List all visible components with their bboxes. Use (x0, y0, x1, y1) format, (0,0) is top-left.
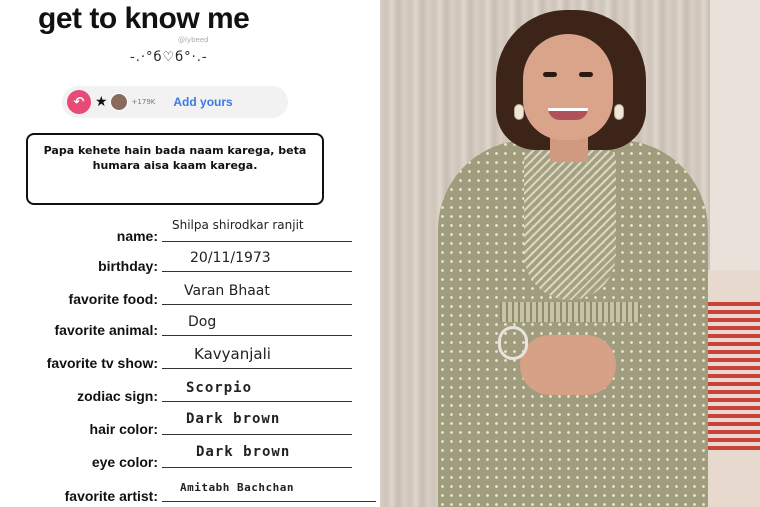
field-underline (162, 271, 352, 272)
field-label: favorite animal: (54, 322, 158, 338)
field-row-favorite-tv-show (0, 341, 380, 371)
earring-left (514, 104, 524, 120)
portrait-photo (380, 0, 760, 507)
quote-text: Papa kehete hain bada naam karega, beta humara aisa kaam karega. (43, 144, 307, 172)
add-yours-sticker[interactable] (62, 86, 288, 118)
field-underline (162, 241, 352, 242)
striped-pillow (702, 300, 760, 450)
field-value: Amitabh Bachchan (180, 481, 294, 494)
field-underline (162, 335, 352, 336)
field-underline (162, 434, 352, 435)
field-row-eye-color (0, 440, 380, 470)
bangles (498, 326, 528, 360)
embroidered-belt (500, 302, 640, 322)
embroidered-yoke (524, 150, 616, 300)
field-label: favorite artist: (64, 488, 158, 504)
page-title: get to know me (38, 2, 250, 35)
folded-hands (520, 335, 616, 395)
field-underline (162, 501, 376, 502)
field-label: hair color: (89, 421, 158, 437)
rotate-arrow-icon[interactable]: ↶ (67, 90, 91, 114)
field-label: name: (116, 228, 158, 244)
field-row-zodiac-sign (0, 374, 380, 404)
avatar (110, 93, 128, 111)
field-value: Kavyanjali (194, 345, 271, 363)
field-row-favorite-artist (0, 474, 380, 504)
earring-right (614, 104, 624, 120)
field-underline (162, 304, 352, 305)
right-eye (579, 72, 593, 77)
star-icon: ★ (95, 94, 108, 110)
smile (548, 108, 588, 120)
field-value: Dog (188, 314, 217, 330)
field-value: Shilpa shirodkar ranjit (172, 218, 304, 232)
field-row-hair-color (0, 407, 380, 437)
field-row-favorite-food (0, 277, 380, 307)
field-underline (162, 368, 352, 369)
quote-box (26, 133, 324, 205)
field-label: eye color: (91, 454, 158, 470)
left-eye (543, 72, 557, 77)
field-underline (162, 467, 352, 468)
field-row-favorite-animal (0, 308, 380, 338)
field-label: birthday: (98, 258, 158, 274)
field-value: 20/11/1973 (190, 250, 271, 266)
sticker-handle: @lybeed (178, 36, 209, 44)
face (523, 34, 613, 140)
field-label: zodiac sign: (77, 388, 158, 404)
field-value: Varan Bhaat (184, 283, 270, 299)
participant-count: +179K (131, 98, 156, 106)
field-row-name (0, 214, 380, 244)
field-underline (162, 401, 352, 402)
decoration-text: -.·°б♡б°·.- (130, 50, 208, 65)
field-label: favorite food: (68, 291, 158, 307)
field-value: Scorpio (186, 380, 253, 396)
field-label: favorite tv show: (46, 355, 158, 371)
field-row-birthday (0, 244, 380, 274)
field-value: Dark brown (186, 411, 281, 427)
add-yours-button[interactable]: Add yours (173, 95, 233, 109)
field-value: Dark brown (196, 444, 291, 460)
